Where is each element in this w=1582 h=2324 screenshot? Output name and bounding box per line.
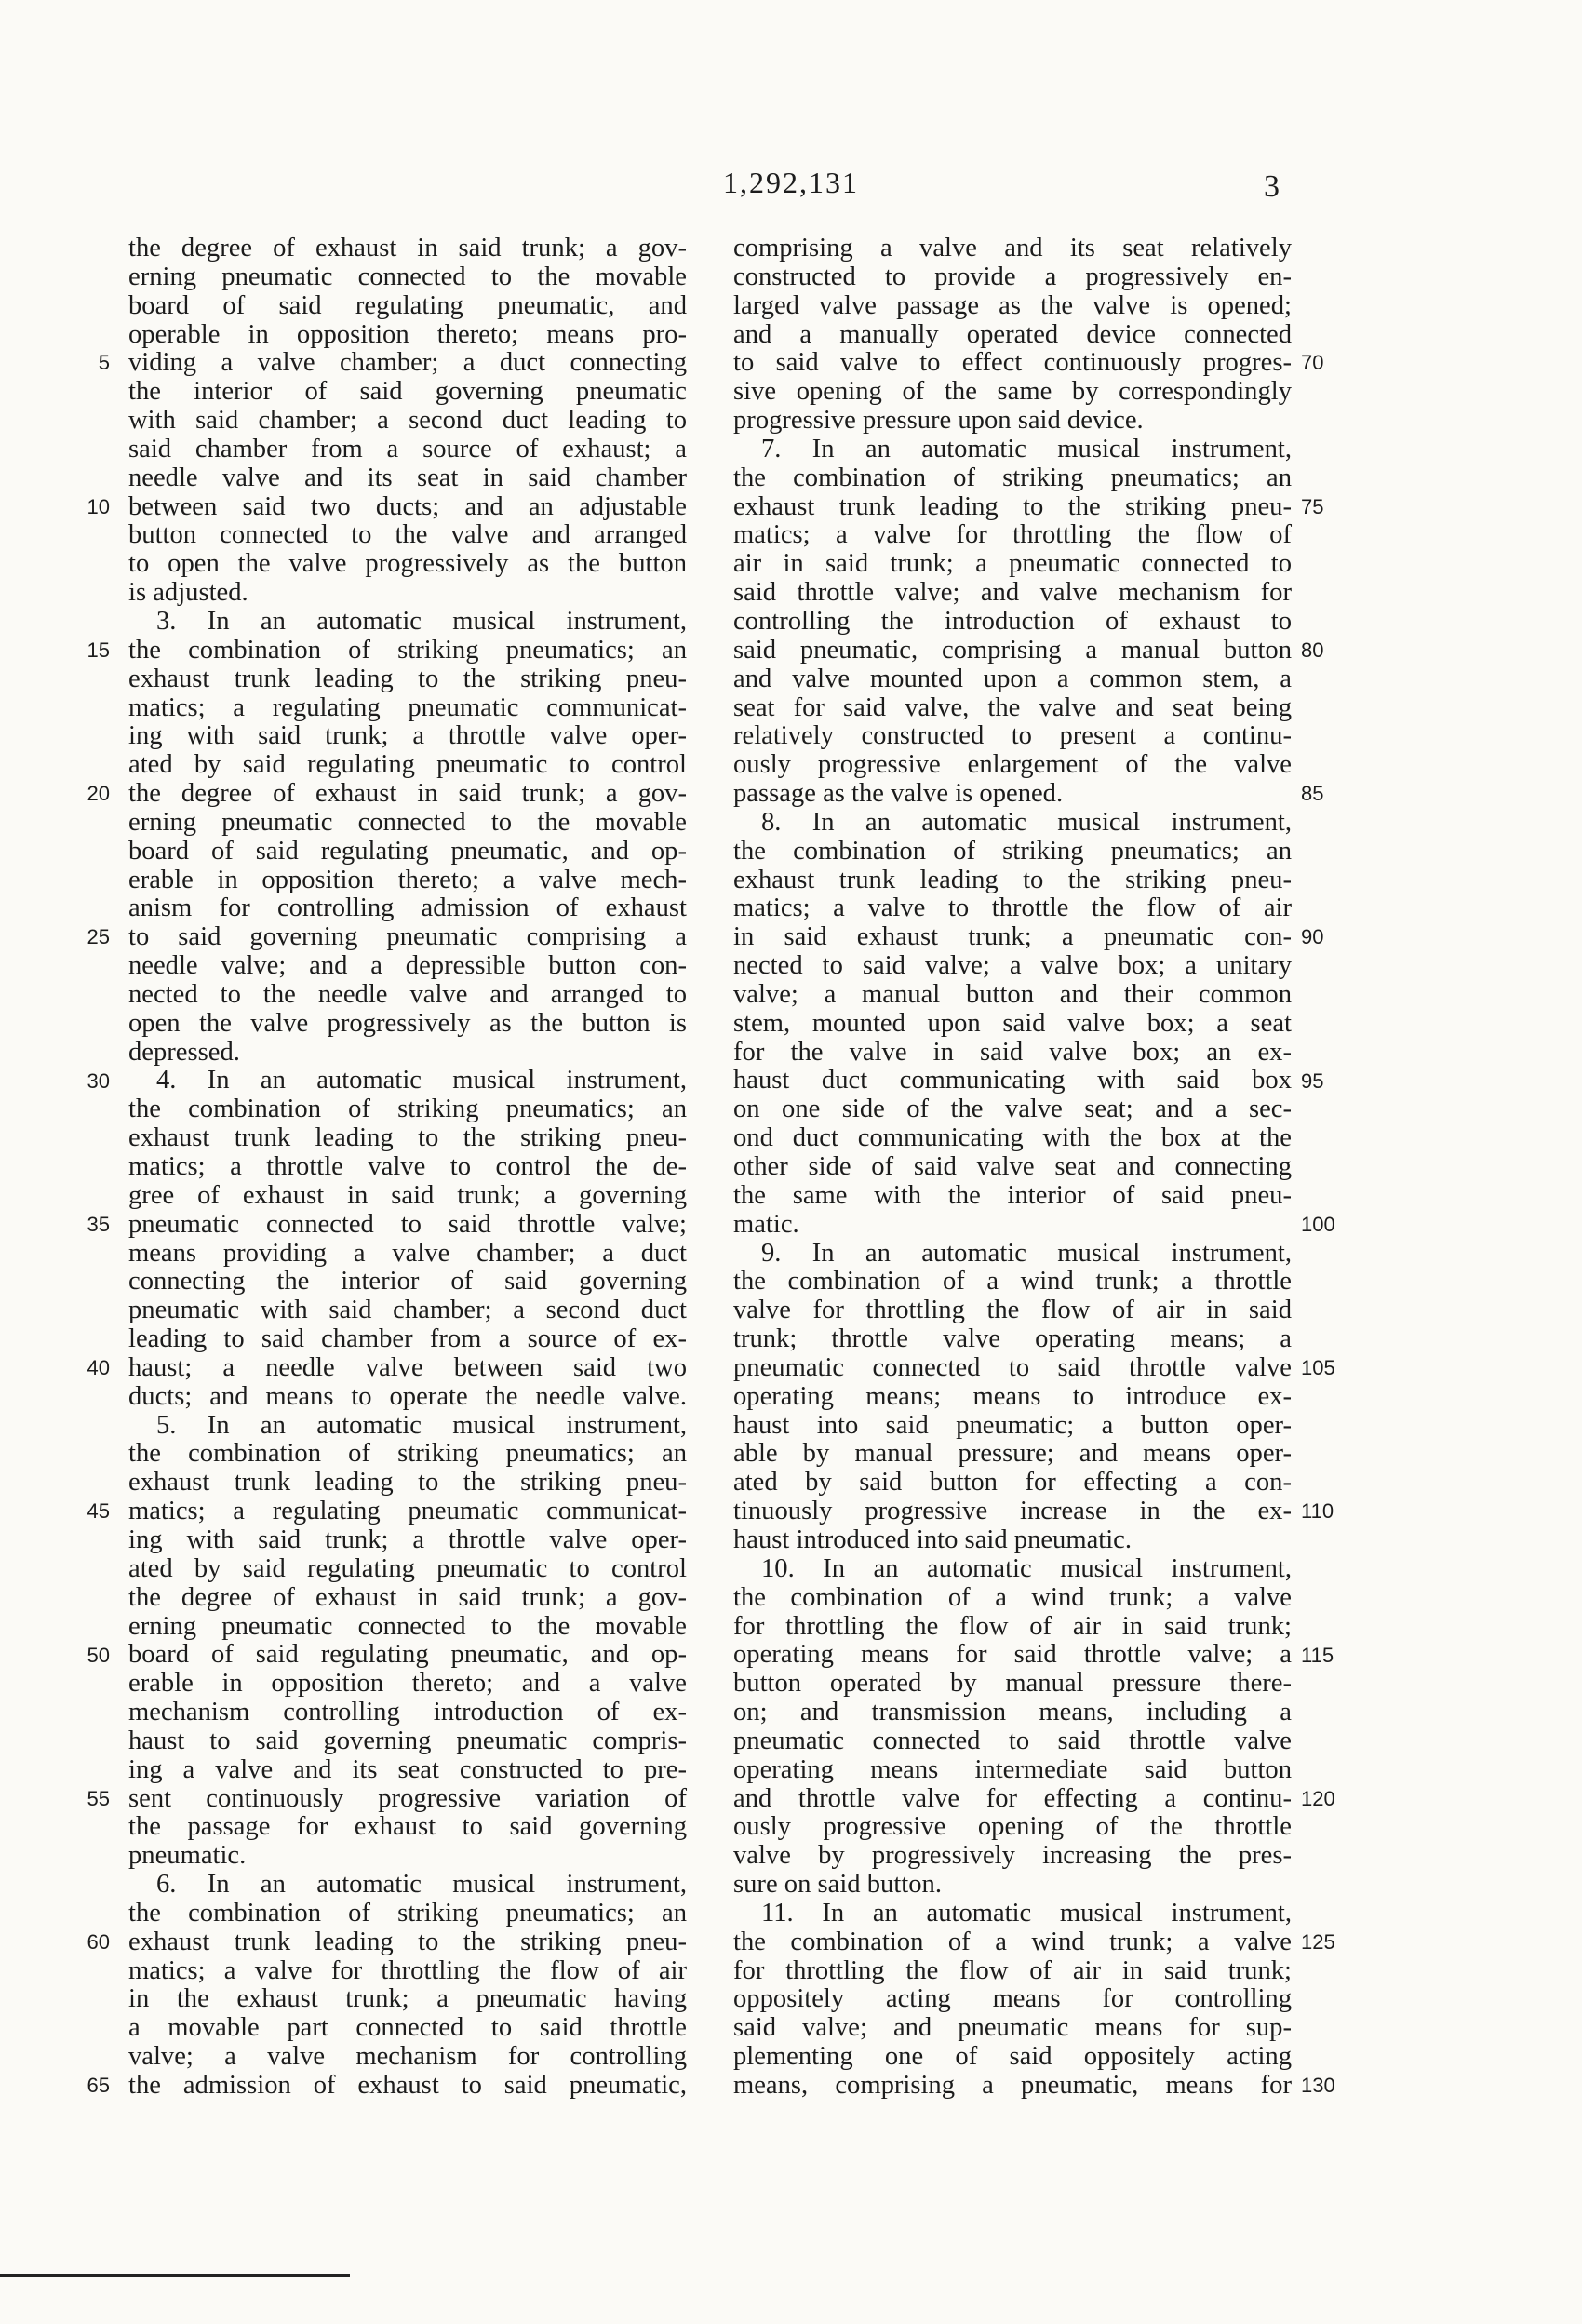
text-line: 6. In an automatic musical instrument, <box>156 1870 687 1900</box>
text-line: the degree of exhaust in said trunk; a gov- <box>128 1582 687 1612</box>
text-line: exhaust trunk leading to the striking pneu- <box>128 1468 687 1498</box>
text-line: 8. In an automatic musical instrument, <box>761 807 1292 837</box>
text-line: exhaust trunk leading to the striking pneu- <box>733 865 1292 894</box>
text-line: exhaust trunk leading to the striking pneu- <box>128 1927 687 1956</box>
text-line: plementing one of said oppositely acting <box>733 2042 1292 2072</box>
line-number: 100 <box>1301 1212 1335 1236</box>
text-line: for throttling the flow of air in said trunk; <box>733 1611 1292 1641</box>
text-line: 7. In an automatic musical instrument, <box>761 434 1292 463</box>
text-line: the passage for exhaust to said governing <box>128 1812 687 1842</box>
text-line: nected to the needle valve and arranged to <box>128 979 687 1009</box>
text-line: ated by said regulating pneumatic to control <box>128 750 687 780</box>
text-line: ond duct communicating with the box at the <box>733 1123 1292 1153</box>
text-line: the same with the interior of said pneu- <box>733 1180 1292 1210</box>
text-line: matics; a throttle valve to control the de- <box>128 1152 687 1181</box>
text-line: 3. In an automatic musical instrument, <box>156 606 687 636</box>
text-line: with said chamber; a second duct leading to <box>128 406 687 436</box>
line-number: 130 <box>1301 2074 1335 2098</box>
text-line: pneumatic connected to said throttle valve <box>733 1726 1292 1755</box>
line-number: 10 <box>87 494 110 518</box>
text-line: the degree of exhaust in said trunk; a gov- <box>128 779 687 809</box>
text-line: larged valve passage as the valve is opened; <box>733 290 1292 320</box>
text-line: gree of exhaust in said trunk; a governing <box>128 1180 687 1210</box>
text-line: pneumatic. <box>128 1841 247 1871</box>
text-line: exhaust trunk leading to the striking pneu- <box>128 664 687 693</box>
text-line: valve for throttling the flow of air in said <box>733 1296 1292 1325</box>
text-line: seat for said valve, the valve and seat being <box>733 692 1292 722</box>
text-line: matic. <box>733 1209 799 1239</box>
text-line: ated by said button for effecting a con- <box>733 1468 1292 1498</box>
text-line: pneumatic connected to said throttle valve <box>733 1352 1292 1382</box>
line-number: 75 <box>1301 494 1324 518</box>
text-line: board of said regulating pneumatic, and op- <box>128 836 687 866</box>
text-line: said valve; and pneumatic means for sup- <box>733 2013 1292 2043</box>
line-number: 80 <box>1301 638 1324 662</box>
text-line: trunk; throttle valve operating means; a <box>733 1324 1292 1354</box>
text-line: 11. In an automatic musical instrument, <box>761 1898 1292 1928</box>
text-line: open the valve progressively as the button is <box>128 1008 687 1038</box>
text-line: sent continuously progressive variation of <box>128 1783 687 1813</box>
text-line: matics; a valve for throttling the flow of air <box>128 1955 687 1985</box>
line-number: 40 <box>87 1356 110 1380</box>
text-line: anism for controlling admission of exhaust <box>128 893 687 923</box>
text-line: means providing a valve chamber; a duct <box>128 1238 687 1268</box>
text-line: 9. In an automatic musical instrument, <box>761 1238 1292 1268</box>
text-line: ated by said regulating pneumatic to control <box>128 1553 687 1583</box>
text-line: needle valve and its seat in said chamber <box>128 463 687 492</box>
line-number: 50 <box>87 1643 110 1667</box>
text-line: operating means for said throttle valve; a <box>733 1640 1292 1670</box>
line-number: 5 <box>98 351 110 375</box>
line-number: 70 <box>1301 351 1324 375</box>
page-number: 3 <box>1264 169 1280 204</box>
patent-number: 1,292,131 <box>723 166 859 199</box>
text-line: operating means intermediate said button <box>733 1754 1292 1784</box>
text-line: progressive pressure upon said device. <box>733 406 1144 436</box>
text-line: in said exhaust trunk; a pneumatic con- <box>733 922 1292 952</box>
text-line: sure on said button. <box>733 1870 942 1900</box>
text-line: constructed to provide a progressively en- <box>733 262 1292 291</box>
line-number: 35 <box>87 1212 110 1236</box>
text-line: to said valve to effect continuously progres- <box>733 348 1292 378</box>
text-line: nected to said valve; a valve box; a unitary <box>733 951 1292 981</box>
text-line: the combination of striking pneumatics; an <box>733 836 1292 866</box>
text-line: able by manual pressure; and means oper- <box>733 1439 1292 1469</box>
text-line: air in said trunk; a pneumatic connected to <box>733 549 1292 579</box>
text-line: viding a valve chamber; a duct connecting <box>128 348 687 378</box>
left-text-column <box>128 235 687 2101</box>
text-line: in the exhaust trunk; a pneumatic having <box>128 1984 687 2014</box>
text-line: exhaust trunk leading to the striking pneu- <box>733 491 1292 521</box>
text-line: the combination of striking pneumatics; an <box>128 1095 687 1124</box>
text-line: erning pneumatic connected to the movable <box>128 1611 687 1641</box>
text-line: and a manually operated device connected <box>733 319 1292 349</box>
line-number: 115 <box>1301 1643 1334 1667</box>
text-line: valve; a manual button and their common <box>733 979 1292 1009</box>
text-line: ducts; and means to operate the needle valve. <box>128 1381 687 1411</box>
text-line: the degree of exhaust in said trunk; a gov- <box>128 234 687 262</box>
text-line: other side of said valve seat and connecting <box>733 1152 1292 1181</box>
text-line: the combination of a wind trunk; a valve <box>733 1927 1292 1956</box>
line-number: 125 <box>1301 1930 1335 1955</box>
line-number: 20 <box>87 782 110 806</box>
text-line: oppositely acting means for controlling <box>733 1984 1292 2014</box>
text-line: a movable part connected to said throttle <box>128 2013 687 2043</box>
line-number: 60 <box>87 1930 110 1955</box>
text-line: the combination of striking pneumatics; an <box>128 1439 687 1469</box>
text-line: on; and transmission means, including a <box>733 1698 1292 1727</box>
text-line: valve by progressively increasing the pres- <box>733 1841 1292 1871</box>
text-line: on one side of the valve seat; and a sec- <box>733 1095 1292 1124</box>
line-number: 30 <box>87 1068 110 1093</box>
text-line: erable in opposition thereto; a valve mech- <box>128 865 687 894</box>
text-line: the interior of said governing pneumatic <box>128 377 687 407</box>
text-line: for throttling the flow of air in said trunk; <box>733 1955 1292 1985</box>
text-line: ously progressive enlargement of the valve <box>733 750 1292 780</box>
line-number: 105 <box>1301 1356 1335 1380</box>
text-line: sive opening of the same by correspondingly <box>733 377 1292 407</box>
text-line: leading to said chamber from a source of ex- <box>128 1324 687 1354</box>
text-line: the combination of a wind trunk; a throttle <box>733 1267 1292 1296</box>
text-line: said throttle valve; and valve mechanism for <box>733 578 1292 608</box>
text-line: the admission of exhaust to said pneumatic, <box>128 2071 687 2100</box>
text-line: matics; a regulating pneumatic communicat- <box>128 1497 687 1526</box>
text-line: ously progressive opening of the throttle <box>733 1812 1292 1842</box>
text-line: matics; a valve to throttle the flow of air <box>733 893 1292 923</box>
line-number: 110 <box>1301 1499 1334 1524</box>
line-number: 90 <box>1301 925 1324 949</box>
text-line: haust to said governing pneumatic compris- <box>128 1726 687 1755</box>
text-line: board of said regulating pneumatic, and <box>128 290 687 320</box>
text-line: is adjusted. <box>128 578 248 608</box>
text-line: button connected to the valve and arranged <box>128 520 687 550</box>
text-line: controlling the introduction of exhaust to <box>733 606 1292 636</box>
text-line: said chamber from a source of exhaust; a <box>128 434 687 463</box>
text-line: needle valve; and a depressible button con- <box>128 951 687 981</box>
text-line: ing with said trunk; a throttle valve oper- <box>128 1525 687 1554</box>
text-line: button operated by manual pressure there- <box>733 1669 1292 1699</box>
text-line: tinuously progressive increase in the ex- <box>733 1497 1292 1526</box>
text-line: and throttle valve for effecting a continu- <box>733 1783 1292 1813</box>
text-line: to open the valve progressively as the button <box>128 549 687 579</box>
text-line: the combination of a wind trunk; a valve <box>733 1582 1292 1612</box>
line-number: 25 <box>87 925 110 949</box>
text-line: ing a valve and its seat constructed to pre- <box>128 1754 687 1784</box>
text-line: 5. In an automatic musical instrument, <box>156 1410 687 1440</box>
line-number: 45 <box>87 1499 110 1524</box>
text-line: 4. In an automatic musical instrument, <box>156 1066 687 1095</box>
text-line: haust duct communicating with said box <box>733 1066 1292 1095</box>
text-line: the combination of striking pneumatics; an <box>733 463 1292 492</box>
text-line: erable in opposition thereto; and a valve <box>128 1669 687 1699</box>
text-line: passage as the valve is opened. <box>733 779 1064 809</box>
text-line: means, comprising a pneumatic, means for <box>733 2071 1292 2100</box>
text-line: said pneumatic, comprising a manual button <box>733 635 1292 665</box>
text-line: 10. In an automatic musical instrument, <box>761 1553 1292 1583</box>
text-line: haust introduced into said pneumatic. <box>733 1525 1133 1554</box>
right-text-column <box>733 235 1292 2101</box>
line-number: 65 <box>87 2074 110 2098</box>
text-line: for the valve in said valve box; an ex- <box>733 1037 1292 1067</box>
text-line: matics; a valve for throttling the flow of <box>733 520 1292 550</box>
text-line: haust into said pneumatic; a button oper- <box>733 1410 1292 1440</box>
text-line: the combination of striking pneumatics; an <box>128 1898 687 1928</box>
text-line: erning pneumatic connected to the movable <box>128 807 687 837</box>
text-line: between said two ducts; and an adjustable <box>128 491 687 521</box>
text-line: connecting the interior of said governing <box>128 1267 687 1296</box>
text-line: pneumatic with said chamber; a second duct <box>128 1296 687 1325</box>
text-line: to said governing pneumatic comprising a <box>128 922 687 952</box>
text-line: operable in opposition thereto; means pro- <box>128 319 687 349</box>
text-line: matics; a regulating pneumatic communicat- <box>128 692 687 722</box>
line-number: 85 <box>1301 782 1324 806</box>
text-line: and valve mounted upon a common stem, a <box>733 664 1292 693</box>
text-line: depressed. <box>128 1037 240 1067</box>
text-line: exhaust trunk leading to the striking pneu- <box>128 1123 687 1153</box>
line-number: 55 <box>87 1786 110 1810</box>
text-line: comprising a valve and its seat relatively <box>733 234 1292 262</box>
text-line: stem, mounted upon said valve box; a seat <box>733 1008 1292 1038</box>
footer-rule <box>0 2274 350 2277</box>
text-line: ing with said trunk; a throttle valve oper- <box>128 721 687 751</box>
line-number: 120 <box>1301 1786 1335 1810</box>
text-line: erning pneumatic connected to the movable <box>128 262 687 291</box>
text-line: haust; a needle valve between said two <box>128 1352 687 1382</box>
line-number: 15 <box>87 638 110 662</box>
text-line: mechanism controlling introduction of ex- <box>128 1698 687 1727</box>
text-line: operating means; means to introduce ex- <box>733 1381 1292 1411</box>
text-line: relatively constructed to present a continu- <box>733 721 1292 751</box>
text-line: pneumatic connected to said throttle valve; <box>128 1209 687 1239</box>
text-line: the combination of striking pneumatics; an <box>128 635 687 665</box>
text-line: valve; a valve mechanism for controlling <box>128 2042 687 2072</box>
text-line: board of said regulating pneumatic, and op- <box>128 1640 687 1670</box>
line-number: 95 <box>1301 1068 1324 1093</box>
